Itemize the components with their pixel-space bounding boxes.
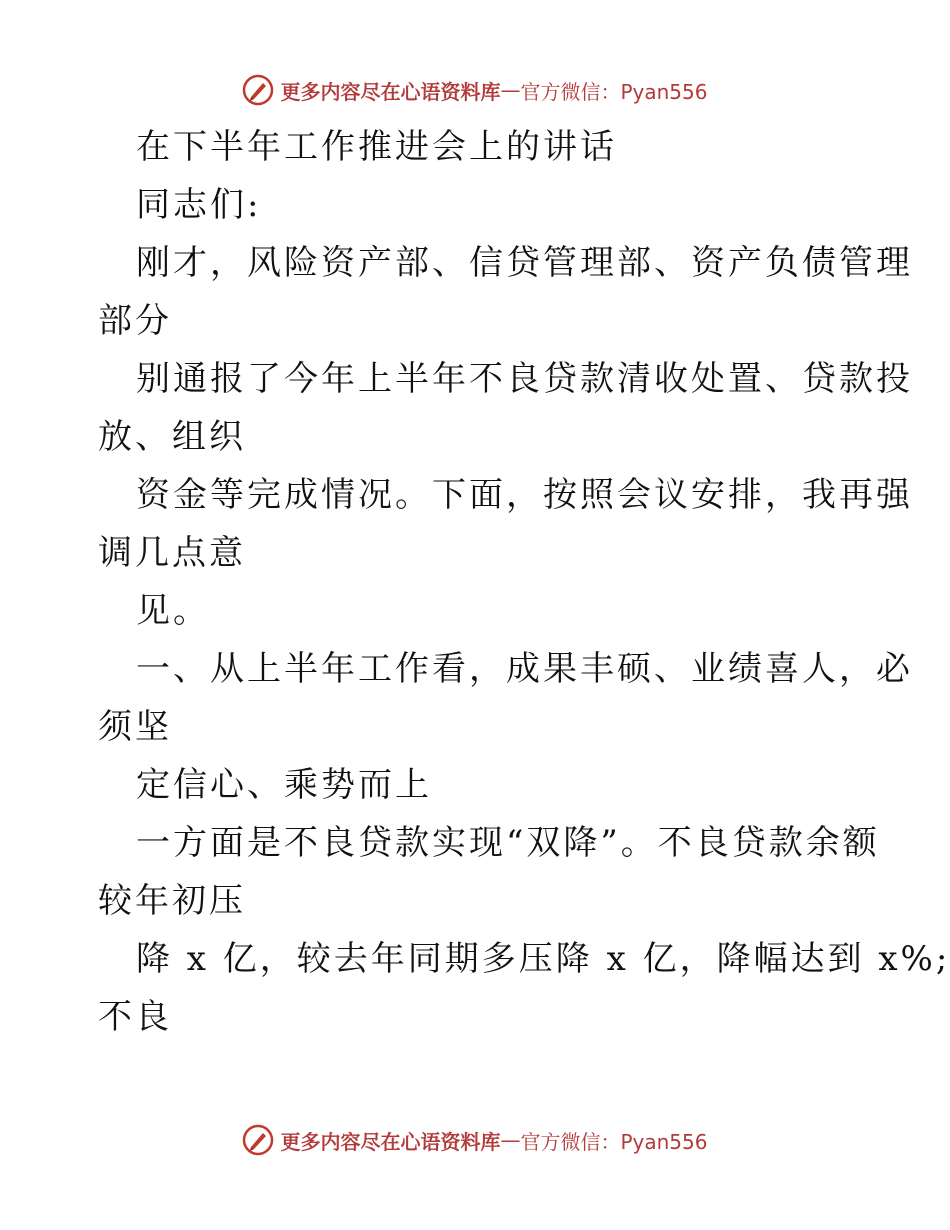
header-wechat-text: 官方微信：Pyan556	[520, 79, 708, 104]
text-line: 须坚	[98, 707, 172, 747]
footer-banner	[0, 1120, 950, 1160]
header-separator: —	[500, 78, 521, 102]
text-line: 同志们:	[136, 185, 262, 225]
text-line: 在下半年工作推进会上的讲话	[136, 127, 617, 167]
text-line: 较年初压	[98, 881, 246, 921]
text-line: 降 x 亿，较去年同期多压降 x 亿，降幅达到 x%;	[136, 939, 950, 979]
text-line: 调几点意	[98, 533, 246, 573]
text-line: 一方面是不良贷款实现“双降”。不良贷款余额	[136, 823, 880, 863]
pen-logo-icon	[242, 74, 274, 106]
text-line: 见。	[136, 591, 210, 631]
footer-separator: —	[500, 1128, 521, 1152]
pen-logo-icon	[242, 1124, 274, 1156]
text-line: 定信心、乘势而上	[136, 765, 432, 805]
header-banner	[0, 70, 950, 110]
footer-wechat-text: 官方微信：Pyan556	[520, 1129, 708, 1154]
text-line: 别通报了今年上半年不良贷款清收处置、贷款投	[136, 359, 913, 399]
header-brand-text: 更多内容尽在心语资料库	[280, 79, 501, 104]
text-line: 资金等完成情况。下面，按照会议安排，我再强	[136, 475, 913, 515]
text-line: 刚才，风险资产部、信贷管理部、资产负债管理	[136, 243, 913, 283]
footer-brand-text: 更多内容尽在心语资料库	[280, 1129, 501, 1154]
document-body	[98, 118, 950, 1046]
text-line: 一、从上半年工作看，成果丰硕、业绩喜人，必	[136, 649, 913, 689]
text-line: 部分	[98, 301, 172, 341]
text-line: 放、组织	[98, 417, 246, 457]
text-line: 不良	[98, 997, 172, 1037]
